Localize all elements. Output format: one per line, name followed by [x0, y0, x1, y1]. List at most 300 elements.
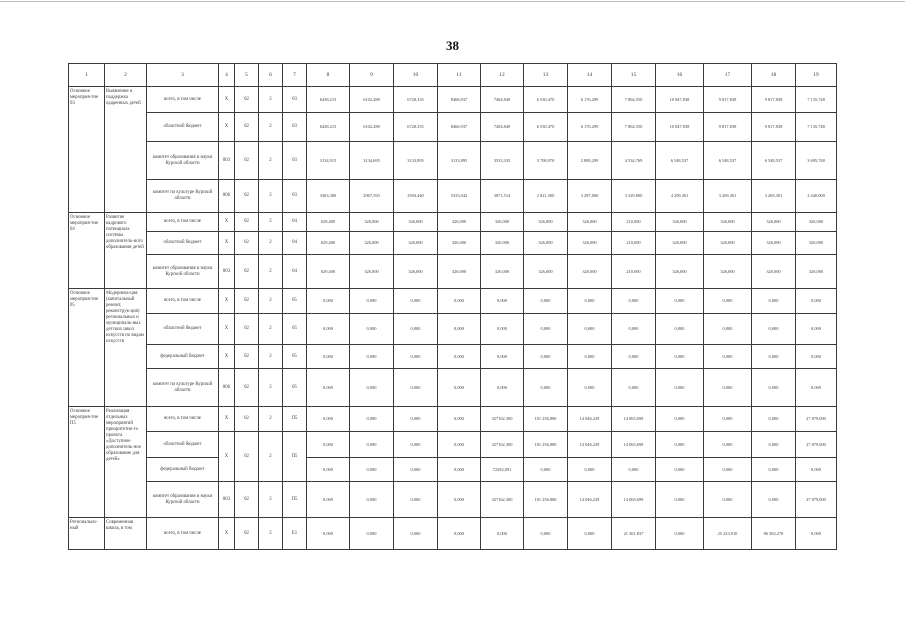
value-cell: 0,000 [438, 482, 481, 518]
value-cell: 0,000 [704, 314, 752, 345]
value-cell: 3 695,748 [796, 142, 837, 180]
table-row [69, 345, 837, 369]
value-cell: 0,000 [704, 482, 752, 518]
measure-cell: Основное мероприя-тие 04 [69, 213, 105, 289]
code-cell: X [219, 407, 235, 432]
value-cell: 326,000 [438, 232, 481, 255]
value-cell: 0,000 [307, 314, 350, 345]
code-cell: 02 [235, 113, 259, 142]
value-cell: 14 065,699 [612, 432, 656, 458]
code-cell: 2 [259, 289, 283, 314]
code-cell: 02 [235, 255, 259, 289]
header-cell: 7 [283, 64, 307, 87]
code-cell: 02 [235, 314, 259, 345]
value-cell: 7 864,550 [612, 113, 656, 142]
code-cell: 02 [235, 345, 259, 369]
value-cell: 0,000 [394, 458, 438, 482]
value-cell: 101 256,880 [524, 482, 568, 518]
value-cell: 0,000 [612, 314, 656, 345]
value-cell: 6102,288 [350, 87, 394, 113]
value-cell: 629,400 [307, 255, 350, 289]
funding-source-cell: комитет образования и науки Курской области [147, 255, 219, 289]
value-cell: 3133,895 [438, 142, 481, 180]
funding-source-cell: областной бюджет [147, 314, 219, 345]
code-cell: 2 [259, 142, 283, 180]
header-cell: 2 [105, 64, 147, 87]
measure-name-cell: Реализация отдельных мероприятий приоритетно-го проекта «Доступное дополнитель-ное образование для детей» [105, 407, 147, 518]
value-cell: 0,000 [394, 407, 438, 432]
value-cell: 0,000 [350, 432, 394, 458]
value-cell: 326,000 [656, 255, 704, 289]
value-cell: 8466,937 [438, 113, 481, 142]
value-cell: 0,000 [752, 407, 796, 432]
code-cell: 02 [235, 213, 259, 232]
value-cell: 0,000 [704, 432, 752, 458]
header-cell: 9 [350, 64, 394, 87]
value-cell: 0,000 [568, 345, 612, 369]
code-cell: 803 [219, 482, 235, 518]
value-cell: 7 135,748 [796, 113, 837, 142]
value-cell: 3871,514 [481, 180, 524, 213]
code-cell: 2 [259, 369, 283, 407]
code-cell: 02 [235, 87, 259, 113]
value-cell: 0,000 [524, 345, 568, 369]
funding-source-cell: всего, в том числе [147, 518, 219, 550]
funding-source-cell: областной бюджет [147, 113, 219, 142]
value-cell: 210,000 [612, 213, 656, 232]
code-cell: 03 [283, 180, 307, 213]
value-cell: 629,400 [307, 213, 350, 232]
value-cell: 0,000 [438, 458, 481, 482]
value-cell: 27 879,000 [796, 482, 837, 518]
code-cell: 2 [259, 432, 283, 482]
funding-source-cell: всего, в том числе [147, 213, 219, 232]
value-cell: 0,000 [612, 458, 656, 482]
code-cell: X [219, 314, 235, 345]
value-cell: 0,000 [656, 518, 704, 550]
value-cell: 327162,300 [481, 407, 524, 432]
code-cell: 02 [235, 482, 259, 518]
value-cell: 0,000 [752, 345, 796, 369]
value-cell: 5333,042 [438, 180, 481, 213]
value-cell: 7 135,748 [796, 87, 837, 113]
value-cell: 0,000 [656, 432, 704, 458]
value-cell: 0,000 [704, 369, 752, 407]
code-cell: 2 [259, 87, 283, 113]
value-cell: 210,000 [612, 255, 656, 289]
value-cell: 326,000 [752, 213, 796, 232]
funding-source-cell: всего, в том числе [147, 289, 219, 314]
value-cell: 327162,300 [481, 482, 524, 518]
header-cell: 19 [796, 64, 837, 87]
value-cell: 101 256,880 [524, 407, 568, 432]
code-cell: X [219, 213, 235, 232]
value-cell: 0,000 [350, 482, 394, 518]
value-cell: 0,000 [656, 345, 704, 369]
value-cell: 0,000 [568, 518, 612, 550]
value-cell: 0,000 [752, 314, 796, 345]
value-cell: 629,400 [307, 232, 350, 255]
value-cell: 3 269,301 [704, 180, 752, 213]
value-cell: 0,000 [656, 289, 704, 314]
value-cell: 326,000 [394, 232, 438, 255]
value-cell: 0,000 [752, 482, 796, 518]
value-cell: 326,000 [394, 213, 438, 232]
code-cell: 2 [259, 482, 283, 518]
value-cell: 72292,091 [481, 458, 524, 482]
code-cell: 02 [235, 407, 259, 432]
value-cell: 2 889,299 [568, 142, 612, 180]
value-cell: 0,000 [307, 407, 350, 432]
value-cell: 6 176,299 [568, 87, 612, 113]
header-cell: 6 [259, 64, 283, 87]
value-cell: 21 361,837 [612, 518, 656, 550]
table-row [69, 458, 837, 482]
funding-source-cell: комитет образования и науки Курской области [147, 482, 219, 518]
value-cell: 0,000 [704, 458, 752, 482]
value-cell: 0,000 [481, 345, 524, 369]
value-cell: 326,000 [656, 232, 704, 255]
value-cell: 0,000 [307, 458, 350, 482]
code-cell: 04 [283, 255, 307, 289]
value-cell: 9 817,838 [704, 87, 752, 113]
value-cell: 10 847,838 [656, 87, 704, 113]
code-cell: X [219, 518, 235, 550]
code-cell: 803 [219, 255, 235, 289]
value-cell: 4 299,301 [656, 180, 704, 213]
value-cell: 326,000 [752, 232, 796, 255]
value-cell: 0,000 [394, 345, 438, 369]
value-cell: 0,000 [307, 482, 350, 518]
funding-source-cell: всего, в том числе [147, 407, 219, 432]
value-cell: 3 708,970 [524, 142, 568, 180]
table-row [69, 432, 837, 458]
value-cell: 0,000 [438, 345, 481, 369]
value-cell: 0,000 [704, 289, 752, 314]
funding-source-cell: комитет по культуре Курской области [147, 369, 219, 407]
value-cell: 0,000 [656, 369, 704, 407]
code-cell: 806 [219, 180, 235, 213]
code-cell: 02 [235, 369, 259, 407]
header-cell: 15 [612, 64, 656, 87]
value-cell: 0,000 [350, 314, 394, 345]
value-cell: 0,000 [307, 518, 350, 550]
value-cell: 326,000 [524, 232, 568, 255]
value-cell: 0,000 [394, 289, 438, 314]
table-row [69, 213, 837, 232]
value-cell: 3134,695 [350, 142, 394, 180]
code-cell: 02 [235, 232, 259, 255]
header-cell: 12 [481, 64, 524, 87]
value-cell: 0,000 [438, 432, 481, 458]
header-cell: 18 [752, 64, 796, 87]
measure-cell: Основное мероприя-тие П5 [69, 407, 105, 518]
value-cell: 3134,915 [307, 142, 350, 180]
funding-source-cell: областной бюджет [147, 232, 219, 255]
code-cell: 2 [259, 232, 283, 255]
value-cell: 3 287,000 [568, 180, 612, 213]
measure-name-cell: Выявление и поддержка одаренных детей [105, 87, 147, 213]
value-cell: 0,000 [656, 407, 704, 432]
value-cell: 0,000 [704, 407, 752, 432]
code-cell: 02 [235, 142, 259, 180]
value-cell: 7404,849 [481, 113, 524, 142]
value-cell: 326,000 [350, 232, 394, 255]
code-cell: 03 [283, 87, 307, 113]
value-cell: 326,000 [752, 255, 796, 289]
page-number: 38 [446, 38, 459, 53]
code-cell: 2 [259, 518, 283, 550]
table-row [69, 232, 837, 255]
table-row [69, 289, 837, 314]
measure-cell: Регионально-ный [69, 518, 105, 550]
value-cell: 0,000 [796, 345, 837, 369]
value-cell: 0,000 [524, 289, 568, 314]
value-cell: 0,000 [568, 289, 612, 314]
header-cell: 8 [307, 64, 350, 87]
value-cell: 0,000 [481, 314, 524, 345]
value-cell: 6438,215 [307, 113, 350, 142]
value-cell: 0,000 [612, 369, 656, 407]
value-cell: 0,000 [524, 458, 568, 482]
value-cell: 14 046,229 [568, 407, 612, 432]
value-cell: 0,000 [752, 369, 796, 407]
table-row [69, 255, 837, 289]
value-cell: 0,000 [394, 432, 438, 458]
value-cell: 0,000 [796, 289, 837, 314]
value-cell: 0,000 [394, 314, 438, 345]
value-cell: 326,000 [704, 213, 752, 232]
value-cell: 0,000 [307, 289, 350, 314]
value-cell: 86 302,278 [752, 518, 796, 550]
code-cell: 02 [235, 289, 259, 314]
value-cell: 326,000 [481, 255, 524, 289]
value-cell: 0,000 [704, 345, 752, 369]
value-cell: 9 817,838 [752, 87, 796, 113]
code-cell: 05 [283, 369, 307, 407]
value-cell: 14 046,229 [568, 482, 612, 518]
value-cell: 0,000 [612, 345, 656, 369]
value-cell: 0,000 [752, 432, 796, 458]
code-cell: 2 [259, 180, 283, 213]
value-cell: 2 821,500 [524, 180, 568, 213]
measure-name-cell: Модерниза-ция (капитальный ремонт, реконструк-ция) региональных и муниципаль-ных детских школ искусств по видам искусств [105, 289, 147, 407]
value-cell: 326,000 [350, 255, 394, 289]
value-cell: 0,000 [752, 458, 796, 482]
header-cell: 17 [704, 64, 752, 87]
value-cell: 0,000 [350, 407, 394, 432]
value-cell: 25 223,910 [704, 518, 752, 550]
measure-cell: Основное мероприя-тие 05 [69, 289, 105, 407]
value-cell: 0,000 [796, 518, 837, 550]
header-cell: 5 [235, 64, 259, 87]
value-cell: 326,000 [656, 213, 704, 232]
code-cell: Е1 [283, 518, 307, 550]
value-cell: 327162,300 [481, 432, 524, 458]
code-cell: П5 [283, 407, 307, 432]
table-row [69, 482, 837, 518]
value-cell: 6 176,299 [568, 113, 612, 142]
value-cell: 326,000 [704, 232, 752, 255]
value-cell: 6 548,537 [704, 142, 752, 180]
code-cell: X [219, 113, 235, 142]
value-cell: 6728,335 [394, 113, 438, 142]
measure-name-cell: Современная школа, в том [105, 518, 147, 550]
value-cell: 6 530,470 [524, 87, 568, 113]
value-cell: 0,000 [307, 432, 350, 458]
code-cell: П5 [283, 482, 307, 518]
value-cell: 6 548,537 [656, 142, 704, 180]
code-cell: 05 [283, 314, 307, 345]
code-cell: X [219, 232, 235, 255]
value-cell: 326,000 [568, 232, 612, 255]
value-cell: 0,000 [438, 407, 481, 432]
value-cell: 0,000 [438, 289, 481, 314]
funding-source-cell: областной бюджет [147, 432, 219, 458]
value-cell: 326,000 [524, 255, 568, 289]
code-cell: 02 [235, 518, 259, 550]
value-cell: 0,000 [394, 518, 438, 550]
table-row [69, 87, 837, 113]
value-cell: 0,000 [656, 458, 704, 482]
value-cell: 0,000 [438, 369, 481, 407]
value-cell: 326,000 [481, 213, 524, 232]
value-cell: 0,000 [796, 314, 837, 345]
value-cell: 3 329,800 [612, 180, 656, 213]
value-cell: 3 269,301 [752, 180, 796, 213]
value-cell: 3133,895 [394, 142, 438, 180]
value-cell: 0,000 [524, 518, 568, 550]
value-cell: 6438,215 [307, 87, 350, 113]
value-cell: 6102,288 [350, 113, 394, 142]
value-cell: 0,000 [481, 369, 524, 407]
header-cell: 16 [656, 64, 704, 87]
value-cell: 9 817,838 [752, 113, 796, 142]
value-cell: 101 256,880 [524, 432, 568, 458]
value-cell: 0,000 [438, 518, 481, 550]
value-cell: 0,000 [568, 369, 612, 407]
header-cell: 10 [394, 64, 438, 87]
value-cell: 326,000 [796, 255, 837, 289]
value-cell: 3 440,000 [796, 180, 837, 213]
code-cell: X [219, 432, 235, 482]
value-cell: 6 548,537 [752, 142, 796, 180]
value-cell: 6728,335 [394, 87, 438, 113]
table-row [69, 113, 837, 142]
value-cell: 0,000 [656, 314, 704, 345]
value-cell: 3533,335 [481, 142, 524, 180]
code-cell: 02 [235, 432, 259, 482]
table-row [69, 369, 837, 407]
code-cell: 2 [259, 113, 283, 142]
value-cell: 2967,593 [350, 180, 394, 213]
value-cell: 0,000 [394, 369, 438, 407]
value-cell: 0,000 [656, 482, 704, 518]
value-cell: 0,000 [350, 369, 394, 407]
code-cell: 03 [283, 142, 307, 180]
value-cell: 27 879,000 [796, 407, 837, 432]
value-cell: 326,000 [568, 213, 612, 232]
value-cell: 14 065,699 [612, 407, 656, 432]
code-cell: 04 [283, 213, 307, 232]
value-cell: 3303,300 [307, 180, 350, 213]
header-row [69, 64, 837, 87]
funding-source-cell: федеральный бюджет [147, 458, 219, 482]
code-cell: 03 [283, 113, 307, 142]
code-cell: X [219, 289, 235, 314]
table-row [69, 518, 837, 550]
measure-name-cell: Развитие кадрового потенциала системы дополнитель-ного образования детей [105, 213, 147, 289]
value-cell: 14 065,699 [612, 482, 656, 518]
value-cell: 7 864,550 [612, 87, 656, 113]
value-cell: 9 817,838 [704, 113, 752, 142]
value-cell: 326,000 [568, 255, 612, 289]
header-cell: 3 [147, 64, 219, 87]
value-cell: 0,000 [307, 345, 350, 369]
value-cell: 0,000 [796, 458, 837, 482]
value-cell: 0,000 [524, 314, 568, 345]
value-cell: 10 847,838 [656, 113, 704, 142]
code-cell: X [219, 345, 235, 369]
funding-source-cell: всего, в том числе [147, 87, 219, 113]
value-cell: 7404,849 [481, 87, 524, 113]
value-cell: 8466,937 [438, 87, 481, 113]
header-cell: 1 [69, 64, 105, 87]
header-cell: 11 [438, 64, 481, 87]
table-row [69, 142, 837, 180]
table-row [69, 407, 837, 432]
code-cell: 2 [259, 213, 283, 232]
value-cell: 0,000 [350, 289, 394, 314]
code-cell: П5 [283, 432, 307, 482]
code-cell: 02 [235, 180, 259, 213]
value-cell: 0,000 [394, 482, 438, 518]
value-cell: 0,000 [438, 314, 481, 345]
code-cell: 806 [219, 369, 235, 407]
value-cell: 0,000 [568, 314, 612, 345]
code-cell: 04 [283, 232, 307, 255]
code-cell: 05 [283, 345, 307, 369]
code-cell: 2 [259, 407, 283, 432]
table-row [69, 180, 837, 213]
value-cell: 326,000 [350, 213, 394, 232]
value-cell: 326,000 [524, 213, 568, 232]
value-cell: 326,000 [394, 255, 438, 289]
value-cell: 14 046,229 [568, 432, 612, 458]
value-cell: 0,000 [524, 369, 568, 407]
scan-top-edge [0, 1, 905, 2]
value-cell: 6 530,470 [524, 113, 568, 142]
value-cell: 4 534,769 [612, 142, 656, 180]
value-cell: 326,000 [704, 255, 752, 289]
value-cell: 3594,440 [394, 180, 438, 213]
code-cell: 803 [219, 142, 235, 180]
value-cell: 326,000 [796, 213, 837, 232]
value-cell: 27 879,000 [796, 432, 837, 458]
value-cell: 0,000 [612, 289, 656, 314]
value-cell: 326,000 [481, 232, 524, 255]
code-cell: X [219, 87, 235, 113]
header-cell: 4 [219, 64, 235, 87]
code-cell: 2 [259, 345, 283, 369]
value-cell: 326,000 [796, 232, 837, 255]
value-cell: 0,000 [350, 518, 394, 550]
value-cell: 0,000 [307, 369, 350, 407]
value-cell: 0,000 [350, 345, 394, 369]
header-cell: 14 [568, 64, 612, 87]
value-cell: 0,000 [752, 289, 796, 314]
code-cell: 2 [259, 255, 283, 289]
